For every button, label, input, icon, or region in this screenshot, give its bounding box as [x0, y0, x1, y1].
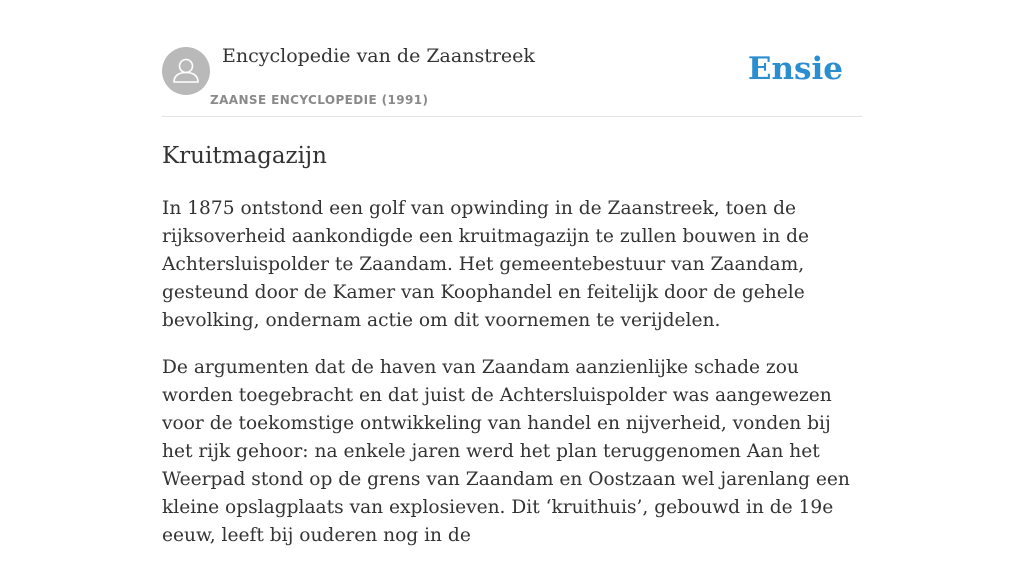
source-title[interactable]: Encyclopedie van de Zaanstreek [222, 45, 535, 67]
ensie-logo[interactable]: Ensie [747, 51, 843, 87]
article-title: Kruitmagazijn [162, 143, 327, 169]
article-body [162, 195, 862, 550]
article-container [162, 0, 862, 569]
article-paragraph-2: De argumenten dat de haven van Zaandam aanzienlijke schade zou worden toegebracht en dat juist de Achtersluispolder was aangewezen voor de toekomstige ontwikkeling van handel en nijverheid, vonden bij het rijk gehoor: na enkele jaren werd het plan teruggenomen Aan het Weerpad stond op de grens van Zaandam en Oostzaan wel jarenlang een kleine opslagplaats van explosieven. Dit ‘kruithuis’, gebouwd in de 19e eeuw, leeft bij ouderen nog in de [162, 357, 850, 546]
source-subtitle: ZAANSE ENCYCLOPEDIE (1991) [210, 93, 429, 107]
source-avatar[interactable] [162, 47, 210, 95]
source-header [162, 0, 862, 117]
article-paragraph-1: In 1875 ontstond een golf van opwinding in de Zaanstreek, toen de rijksoverheid aankondigde een kruitmagazijn te zullen bouwen in de Achtersluispolder te Zaandam. Het gemeentebestuur van Zaandam, gesteund door de Kamer van Koophandel en feitelijk door de gehele bevolking, ondernam actie om dit voornemen te verijdelen. [162, 198, 809, 331]
user-icon [162, 47, 210, 95]
